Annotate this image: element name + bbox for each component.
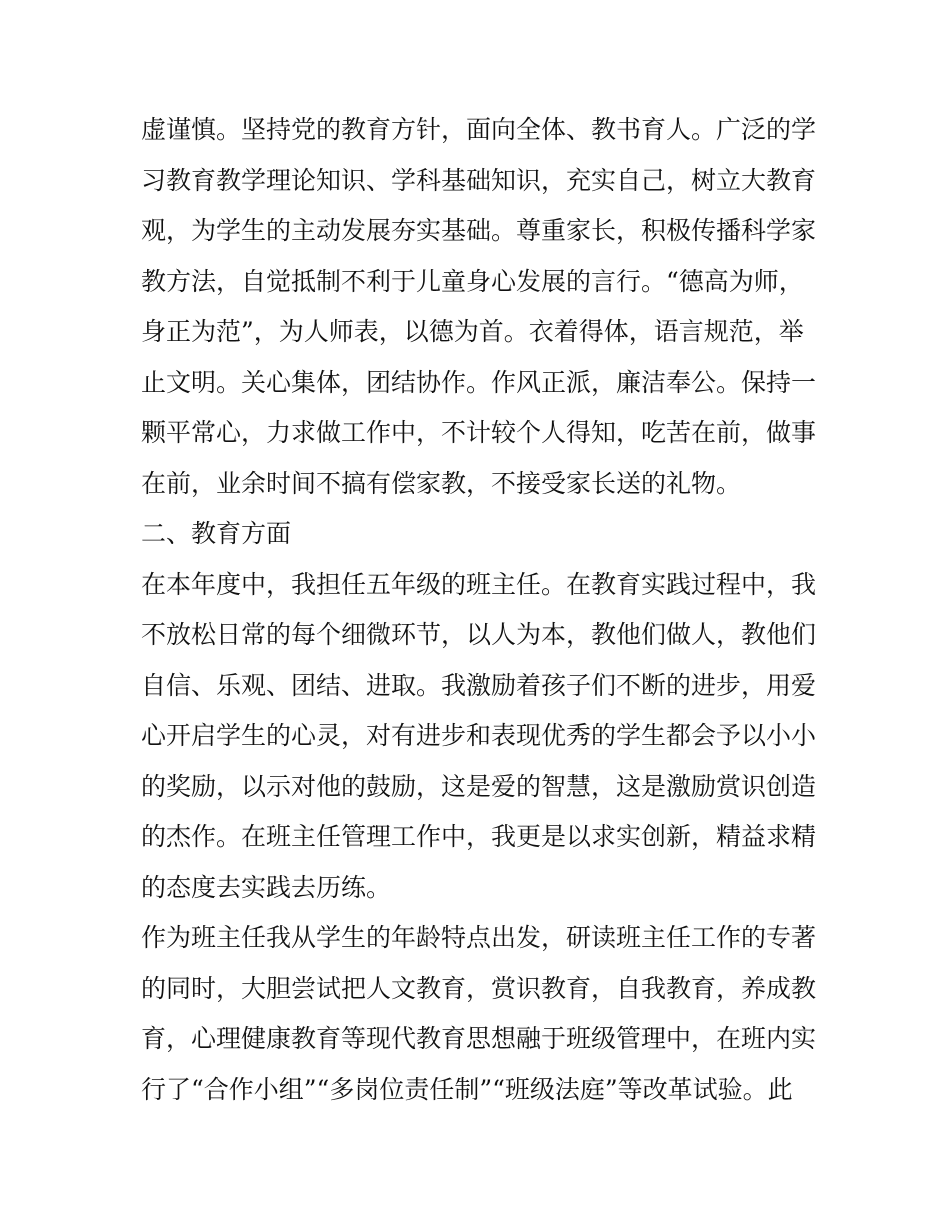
body-text (141, 105, 821, 1115)
section-heading: 二、教育方面 (141, 519, 292, 548)
text-line: 不放松日常的每个细微环节，以人为本，教他们做人，教他们 (141, 620, 817, 649)
text-line: 的态度去实践去历练。 (141, 872, 392, 902)
text-line: 在本年度中，我担任五年级的班主任。在教育实践过程中，我 (141, 569, 817, 599)
text-line: 教方法，自觉抵制不利于儿童身心发展的言行。“德高为师， (141, 266, 804, 296)
text-line: 在前，业余时间不搞有偿家教，不接受家长送的礼物。 (141, 468, 742, 498)
text-line: 观，为学生的主动发展夯实基础。尊重家长，积极传播科学家 (141, 216, 817, 245)
text-line: 止文明。关心集体，团结协作。作风正派，廉洁奉公。保持一 (141, 367, 817, 397)
text-line: 虚谨慎。坚持党的教育方针，面向全体、教书育人。广泛的学 (141, 115, 817, 144)
text-line: 心开启学生的心灵，对有进步和表现优秀的学生都会予以小小 (141, 721, 817, 750)
text-line: 习教育教学理论知识、学科基础知识，充实自己，树立大教育 (141, 165, 817, 195)
text-line: 自信、乐观、团结、进取。我激励着孩子们不断的进步，用爱 (141, 670, 817, 700)
text-line: 身正为范”，为人师表，以德为首。衣着得体，语言规范，举 (141, 317, 804, 346)
text-line: 的同时，大胆尝试把人文教育，赏识教育，自我教育，养成教 (141, 973, 817, 1003)
text-line: 的奖励，以示对他的鼓励，这是爱的智慧，这是激励赏识创造 (141, 771, 817, 801)
text-line: 作为班主任我从学生的年龄特点出发，研读班主任工作的专著 (141, 923, 817, 952)
text-line: 育，心理健康教育等现代教育思想融于班级管理中，在班内实 (141, 1024, 817, 1053)
text-line: 行了“合作小组”“多岗位责任制”“班级法庭”等改革试验。此 (141, 1074, 793, 1104)
text-line: 颗平常心，力求做工作中，不计较个人得知，吃苦在前，做事 (141, 418, 817, 447)
text-line: 的杰作。在班主任管理工作中，我更是以求实创新，精益求精 (141, 822, 817, 851)
